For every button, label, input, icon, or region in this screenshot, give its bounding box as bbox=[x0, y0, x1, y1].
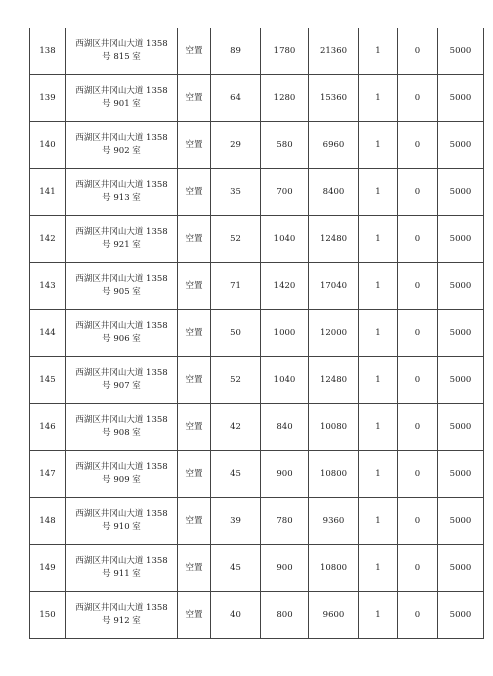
address-text: 西湖区井冈山大道 1358 号 910 室 bbox=[75, 509, 168, 532]
cell-area: 35 bbox=[211, 169, 261, 216]
cell-address bbox=[66, 451, 178, 498]
address-text: 西湖区井冈山大道 1358 号 911 室 bbox=[75, 556, 168, 579]
cell-address bbox=[66, 592, 178, 639]
cell-col9: 5000 bbox=[438, 404, 484, 451]
address-text: 西湖区井冈山大道 1358 号 901 室 bbox=[75, 86, 168, 109]
cell-index: 142 bbox=[30, 216, 66, 263]
cell-col6: 17040 bbox=[309, 263, 359, 310]
cell-index: 144 bbox=[30, 310, 66, 357]
cell-col5: 700 bbox=[261, 169, 309, 216]
cell-status: 空置 bbox=[178, 357, 211, 404]
cell-col6: 21360 bbox=[309, 28, 359, 75]
cell-index: 138 bbox=[30, 28, 66, 75]
cell-col9: 5000 bbox=[438, 75, 484, 122]
cell-col9: 5000 bbox=[438, 592, 484, 639]
cell-col7: 1 bbox=[359, 216, 398, 263]
address-text: 西湖区井冈山大道 1358 号 902 室 bbox=[75, 133, 168, 156]
cell-area: 50 bbox=[211, 310, 261, 357]
address-text: 西湖区井冈山大道 1358 号 907 室 bbox=[75, 368, 168, 391]
cell-col7: 1 bbox=[359, 169, 398, 216]
cell-col9: 5000 bbox=[438, 357, 484, 404]
cell-address bbox=[66, 28, 178, 75]
cell-col8: 0 bbox=[398, 404, 438, 451]
cell-address bbox=[66, 75, 178, 122]
cell-area: 42 bbox=[211, 404, 261, 451]
cell-col6: 12000 bbox=[309, 310, 359, 357]
cell-col6: 15360 bbox=[309, 75, 359, 122]
address-text: 西湖区井冈山大道 1358 号 815 室 bbox=[75, 39, 168, 62]
table-row bbox=[30, 451, 484, 498]
cell-col6: 10080 bbox=[309, 404, 359, 451]
cell-status: 空置 bbox=[178, 451, 211, 498]
cell-col7: 1 bbox=[359, 263, 398, 310]
cell-index: 139 bbox=[30, 75, 66, 122]
table-row bbox=[30, 169, 484, 216]
cell-col9: 5000 bbox=[438, 169, 484, 216]
cell-status: 空置 bbox=[178, 75, 211, 122]
cell-col5: 780 bbox=[261, 498, 309, 545]
cell-address bbox=[66, 263, 178, 310]
cell-col5: 580 bbox=[261, 122, 309, 169]
cell-col9: 5000 bbox=[438, 122, 484, 169]
table-body bbox=[30, 28, 484, 639]
cell-col5: 900 bbox=[261, 545, 309, 592]
cell-col9: 5000 bbox=[438, 310, 484, 357]
cell-col5: 800 bbox=[261, 592, 309, 639]
cell-status: 空置 bbox=[178, 122, 211, 169]
cell-address bbox=[66, 545, 178, 592]
cell-index: 150 bbox=[30, 592, 66, 639]
cell-area: 29 bbox=[211, 122, 261, 169]
cell-col7: 1 bbox=[359, 592, 398, 639]
cell-col9: 5000 bbox=[438, 28, 484, 75]
document-page bbox=[29, 28, 472, 639]
cell-area: 40 bbox=[211, 592, 261, 639]
address-text: 西湖区井冈山大道 1358 号 909 室 bbox=[75, 462, 168, 485]
address-text: 西湖区井冈山大道 1358 号 905 室 bbox=[75, 274, 168, 297]
cell-address bbox=[66, 169, 178, 216]
cell-status: 空置 bbox=[178, 28, 211, 75]
cell-status: 空置 bbox=[178, 545, 211, 592]
cell-col8: 0 bbox=[398, 592, 438, 639]
cell-col9: 5000 bbox=[438, 545, 484, 592]
cell-status: 空置 bbox=[178, 310, 211, 357]
cell-status: 空置 bbox=[178, 498, 211, 545]
table-row bbox=[30, 498, 484, 545]
cell-col8: 0 bbox=[398, 498, 438, 545]
address-text: 西湖区井冈山大道 1358 号 921 室 bbox=[75, 227, 168, 250]
cell-col8: 0 bbox=[398, 451, 438, 498]
address-text: 西湖区井冈山大道 1358 号 906 室 bbox=[75, 321, 168, 344]
cell-col6: 12480 bbox=[309, 357, 359, 404]
cell-address bbox=[66, 357, 178, 404]
cell-status: 空置 bbox=[178, 404, 211, 451]
table-row bbox=[30, 310, 484, 357]
cell-col7: 1 bbox=[359, 545, 398, 592]
cell-index: 143 bbox=[30, 263, 66, 310]
cell-col6: 9360 bbox=[309, 498, 359, 545]
cell-area: 52 bbox=[211, 357, 261, 404]
cell-col9: 5000 bbox=[438, 263, 484, 310]
cell-col7: 1 bbox=[359, 498, 398, 545]
cell-col9: 5000 bbox=[438, 498, 484, 545]
cell-col7: 1 bbox=[359, 122, 398, 169]
cell-address bbox=[66, 310, 178, 357]
table-row bbox=[30, 404, 484, 451]
cell-index: 147 bbox=[30, 451, 66, 498]
cell-area: 52 bbox=[211, 216, 261, 263]
cell-address bbox=[66, 498, 178, 545]
cell-col7: 1 bbox=[359, 404, 398, 451]
table-row bbox=[30, 592, 484, 639]
table-row bbox=[30, 75, 484, 122]
cell-col8: 0 bbox=[398, 122, 438, 169]
cell-col7: 1 bbox=[359, 75, 398, 122]
cell-col5: 900 bbox=[261, 451, 309, 498]
cell-index: 149 bbox=[30, 545, 66, 592]
cell-col8: 0 bbox=[398, 28, 438, 75]
cell-area: 39 bbox=[211, 498, 261, 545]
cell-index: 140 bbox=[30, 122, 66, 169]
cell-col6: 10800 bbox=[309, 545, 359, 592]
cell-col8: 0 bbox=[398, 357, 438, 404]
property-table bbox=[29, 28, 484, 639]
cell-index: 146 bbox=[30, 404, 66, 451]
cell-address bbox=[66, 122, 178, 169]
cell-col5: 1000 bbox=[261, 310, 309, 357]
cell-col6: 9600 bbox=[309, 592, 359, 639]
address-text: 西湖区井冈山大道 1358 号 912 室 bbox=[75, 603, 168, 626]
cell-col8: 0 bbox=[398, 545, 438, 592]
cell-col6: 12480 bbox=[309, 216, 359, 263]
cell-status: 空置 bbox=[178, 263, 211, 310]
cell-status: 空置 bbox=[178, 169, 211, 216]
cell-col5: 840 bbox=[261, 404, 309, 451]
cell-col6: 6960 bbox=[309, 122, 359, 169]
cell-col6: 8400 bbox=[309, 169, 359, 216]
cell-area: 45 bbox=[211, 451, 261, 498]
cell-address bbox=[66, 216, 178, 263]
cell-col6: 10800 bbox=[309, 451, 359, 498]
cell-status: 空置 bbox=[178, 216, 211, 263]
table-row bbox=[30, 28, 484, 75]
cell-col8: 0 bbox=[398, 169, 438, 216]
table-row bbox=[30, 216, 484, 263]
cell-col8: 0 bbox=[398, 216, 438, 263]
cell-col5: 1040 bbox=[261, 357, 309, 404]
cell-col9: 5000 bbox=[438, 451, 484, 498]
cell-col5: 1420 bbox=[261, 263, 309, 310]
table-row bbox=[30, 122, 484, 169]
cell-index: 141 bbox=[30, 169, 66, 216]
cell-index: 145 bbox=[30, 357, 66, 404]
cell-col8: 0 bbox=[398, 75, 438, 122]
table-row bbox=[30, 357, 484, 404]
cell-col8: 0 bbox=[398, 263, 438, 310]
address-text: 西湖区井冈山大道 1358 号 913 室 bbox=[75, 180, 168, 203]
cell-col5: 1040 bbox=[261, 216, 309, 263]
table-row bbox=[30, 545, 484, 592]
cell-status: 空置 bbox=[178, 592, 211, 639]
cell-area: 64 bbox=[211, 75, 261, 122]
cell-address bbox=[66, 404, 178, 451]
cell-col9: 5000 bbox=[438, 216, 484, 263]
cell-col7: 1 bbox=[359, 28, 398, 75]
cell-col7: 1 bbox=[359, 357, 398, 404]
cell-col8: 0 bbox=[398, 310, 438, 357]
table-row bbox=[30, 263, 484, 310]
cell-area: 45 bbox=[211, 545, 261, 592]
cell-col7: 1 bbox=[359, 451, 398, 498]
cell-col5: 1780 bbox=[261, 28, 309, 75]
cell-col5: 1280 bbox=[261, 75, 309, 122]
cell-area: 89 bbox=[211, 28, 261, 75]
cell-area: 71 bbox=[211, 263, 261, 310]
cell-col7: 1 bbox=[359, 310, 398, 357]
address-text: 西湖区井冈山大道 1358 号 908 室 bbox=[75, 415, 168, 438]
cell-index: 148 bbox=[30, 498, 66, 545]
